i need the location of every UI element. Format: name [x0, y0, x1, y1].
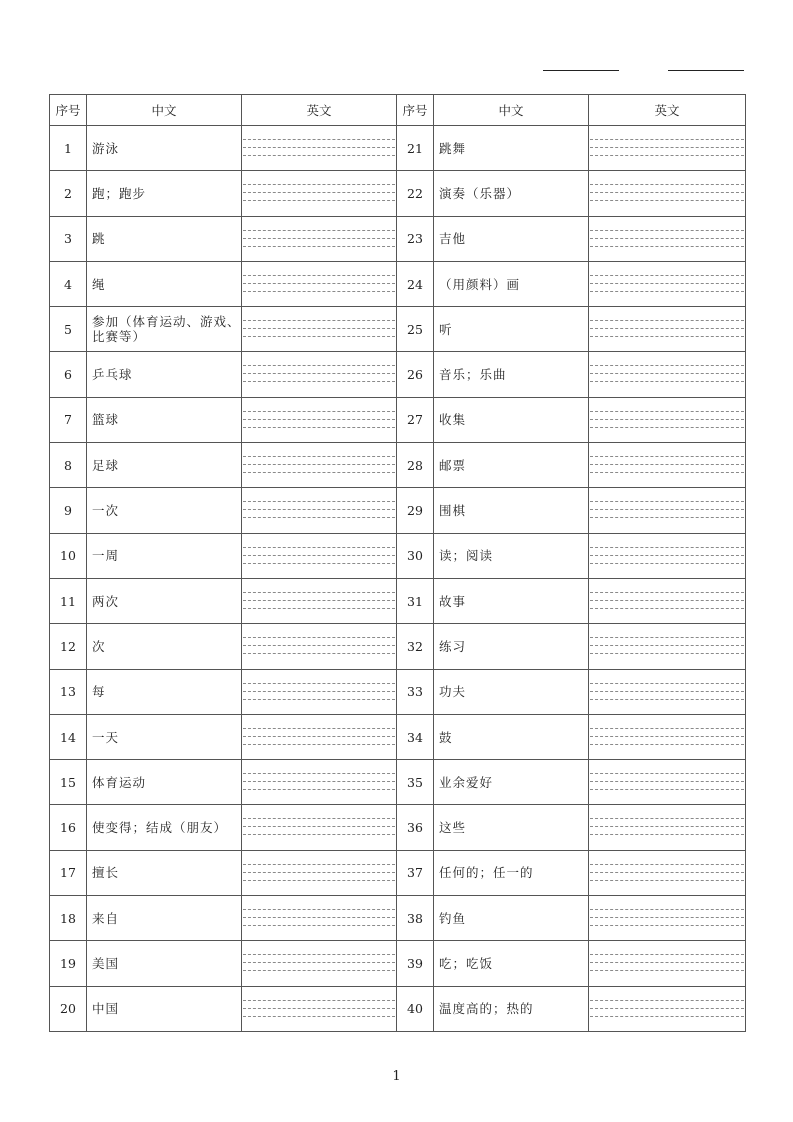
english-answer-field[interactable]	[242, 397, 397, 442]
name-blank-line	[543, 70, 619, 71]
writing-guide-line	[243, 381, 395, 382]
item-number: 6	[50, 352, 87, 397]
writing-guide-line	[590, 328, 744, 329]
chinese-term: 擅长	[87, 850, 242, 895]
item-number: 16	[50, 805, 87, 850]
chinese-term: 一天	[87, 714, 242, 759]
header-english: 英文	[242, 95, 397, 126]
writing-guide-line	[243, 320, 395, 321]
chinese-term: 绳	[87, 261, 242, 306]
item-number: 20	[50, 986, 87, 1031]
chinese-term: 故事	[434, 578, 589, 623]
item-number: 22	[397, 171, 434, 216]
table-row	[50, 941, 746, 986]
table-row	[50, 533, 746, 578]
item-number: 4	[50, 261, 87, 306]
writing-guide-line	[243, 781, 395, 782]
english-answer-field[interactable]	[242, 805, 397, 850]
item-number: 19	[50, 941, 87, 986]
table-row	[50, 760, 746, 805]
item-number: 24	[397, 261, 434, 306]
writing-guide-line	[590, 781, 744, 782]
item-number: 31	[397, 578, 434, 623]
english-answer-field[interactable]	[589, 171, 746, 216]
english-answer-field[interactable]	[589, 850, 746, 895]
writing-guide-line	[590, 699, 744, 700]
chinese-term: 吃；吃饭	[434, 941, 589, 986]
writing-guide-line	[590, 645, 744, 646]
writing-guide-line	[590, 472, 744, 473]
writing-guide-line	[243, 411, 395, 412]
table-row	[50, 624, 746, 669]
item-number: 3	[50, 216, 87, 261]
writing-guide-line	[243, 645, 395, 646]
writing-guide-line	[590, 789, 744, 790]
writing-guide-line	[590, 419, 744, 420]
table-row	[50, 261, 746, 306]
chinese-term: 两次	[87, 578, 242, 623]
english-answer-field[interactable]	[242, 986, 397, 1031]
writing-guide-line	[243, 555, 395, 556]
chinese-term: 体育运动	[87, 760, 242, 805]
english-answer-field[interactable]	[589, 760, 746, 805]
chinese-term: 鼓	[434, 714, 589, 759]
writing-guide-line	[590, 155, 744, 156]
writing-guide-line	[590, 427, 744, 428]
item-number: 29	[397, 488, 434, 533]
writing-guide-line	[243, 925, 395, 926]
english-answer-field[interactable]	[242, 578, 397, 623]
item-number: 27	[397, 397, 434, 442]
writing-guide-line	[243, 517, 395, 518]
writing-guide-line	[243, 637, 395, 638]
item-number: 2	[50, 171, 87, 216]
writing-guide-line	[590, 880, 744, 881]
chinese-term: 使变得；结成（朋友）	[87, 805, 242, 850]
chinese-term: 乒乓球	[87, 352, 242, 397]
chinese-term: 收集	[434, 397, 589, 442]
writing-guide-line	[590, 230, 744, 231]
writing-guide-line	[590, 517, 744, 518]
chinese-term: 足球	[87, 443, 242, 488]
item-number: 26	[397, 352, 434, 397]
chinese-term: 一周	[87, 533, 242, 578]
chinese-term: 任何的；任一的	[434, 850, 589, 895]
table-row	[50, 397, 746, 442]
english-answer-field[interactable]	[589, 896, 746, 941]
writing-guide-line	[590, 872, 744, 873]
writing-guide-line	[243, 744, 395, 745]
item-number: 7	[50, 397, 87, 442]
english-answer-field[interactable]	[242, 714, 397, 759]
writing-guide-line	[590, 411, 744, 412]
writing-guide-line	[590, 691, 744, 692]
writing-guide-line	[590, 184, 744, 185]
item-number: 18	[50, 896, 87, 941]
writing-guide-line	[590, 925, 744, 926]
writing-guide-line	[243, 373, 395, 374]
chinese-term: 跳	[87, 216, 242, 261]
english-answer-field[interactable]	[242, 352, 397, 397]
chinese-term: 游泳	[87, 126, 242, 171]
writing-guide-line	[243, 155, 395, 156]
item-number: 37	[397, 850, 434, 895]
writing-guide-line	[590, 509, 744, 510]
english-answer-field[interactable]	[242, 126, 397, 171]
chinese-term: 功夫	[434, 669, 589, 714]
writing-guide-line	[590, 1000, 744, 1001]
writing-guide-line	[590, 637, 744, 638]
english-answer-field[interactable]	[589, 578, 746, 623]
writing-guide-line	[243, 291, 395, 292]
item-number: 13	[50, 669, 87, 714]
chinese-term: 篮球	[87, 397, 242, 442]
writing-guide-line	[590, 954, 744, 955]
writing-guide-line	[243, 147, 395, 148]
chinese-term: 听	[434, 307, 589, 352]
writing-guide-line	[243, 472, 395, 473]
writing-guide-line	[590, 320, 744, 321]
english-answer-field[interactable]	[242, 533, 397, 578]
writing-guide-line	[590, 834, 744, 835]
writing-guide-line	[243, 653, 395, 654]
page-number: 1	[392, 1069, 401, 1084]
chinese-term: 围棋	[434, 488, 589, 533]
table-row	[50, 850, 746, 895]
chinese-term: 温度高的；热的	[434, 986, 589, 1031]
item-number: 15	[50, 760, 87, 805]
table-row	[50, 443, 746, 488]
writing-guide-line	[243, 789, 395, 790]
chinese-term: 中国	[87, 986, 242, 1031]
writing-guide-line	[243, 909, 395, 910]
english-answer-field[interactable]	[242, 896, 397, 941]
writing-guide-line	[243, 547, 395, 548]
writing-guide-line	[243, 917, 395, 918]
writing-guide-line	[590, 909, 744, 910]
writing-guide-line	[243, 818, 395, 819]
writing-guide-line	[590, 818, 744, 819]
writing-guide-line	[243, 456, 395, 457]
writing-guide-line	[243, 683, 395, 684]
english-answer-field[interactable]	[589, 443, 746, 488]
writing-guide-line	[243, 773, 395, 774]
writing-guide-line	[243, 200, 395, 201]
table-row	[50, 896, 746, 941]
writing-guide-line	[590, 592, 744, 593]
writing-guide-line	[590, 962, 744, 963]
item-number: 5	[50, 307, 87, 352]
table-row	[50, 805, 746, 850]
writing-guide-line	[243, 464, 395, 465]
writing-guide-line	[243, 728, 395, 729]
english-answer-field[interactable]	[589, 805, 746, 850]
item-number: 8	[50, 443, 87, 488]
item-number: 30	[397, 533, 434, 578]
chinese-term: 来自	[87, 896, 242, 941]
english-answer-field[interactable]	[242, 171, 397, 216]
writing-guide-line	[243, 592, 395, 593]
chinese-term: 参加（体育运动、游戏、比赛等）	[87, 307, 242, 352]
english-answer-field[interactable]	[242, 216, 397, 261]
writing-guide-line	[243, 608, 395, 609]
writing-guide-line	[243, 427, 395, 428]
table-row	[50, 714, 746, 759]
chinese-term: 吉他	[434, 216, 589, 261]
english-answer-field[interactable]	[589, 261, 746, 306]
writing-guide-line	[590, 275, 744, 276]
table-row	[50, 171, 746, 216]
english-answer-field[interactable]	[589, 941, 746, 986]
writing-guide-line	[590, 736, 744, 737]
writing-guide-line	[243, 509, 395, 510]
writing-guide-line	[243, 880, 395, 881]
writing-guide-line	[590, 246, 744, 247]
item-number: 23	[397, 216, 434, 261]
writing-guide-line	[243, 563, 395, 564]
chinese-term: 跑；跑步	[87, 171, 242, 216]
english-answer-field[interactable]	[242, 624, 397, 669]
chinese-term: 练习	[434, 624, 589, 669]
writing-guide-line	[590, 147, 744, 148]
english-answer-field[interactable]	[589, 352, 746, 397]
item-number: 17	[50, 850, 87, 895]
writing-guide-line	[243, 872, 395, 873]
writing-guide-line	[243, 954, 395, 955]
writing-guide-line	[243, 192, 395, 193]
chinese-term: 钓鱼	[434, 896, 589, 941]
writing-guide-line	[590, 547, 744, 548]
english-answer-field[interactable]	[242, 941, 397, 986]
english-answer-field[interactable]	[589, 126, 746, 171]
english-answer-field[interactable]	[589, 986, 746, 1031]
item-number: 34	[397, 714, 434, 759]
writing-guide-line	[590, 336, 744, 337]
chinese-term: 跳舞	[434, 126, 589, 171]
writing-guide-line	[243, 962, 395, 963]
english-answer-field[interactable]	[242, 669, 397, 714]
writing-guide-line	[243, 826, 395, 827]
writing-guide-line	[590, 464, 744, 465]
writing-guide-line	[590, 283, 744, 284]
header-chinese: 中文	[87, 95, 242, 126]
writing-guide-line	[590, 683, 744, 684]
table-row	[50, 669, 746, 714]
writing-guide-line	[243, 336, 395, 337]
writing-guide-line	[243, 736, 395, 737]
item-number: 35	[397, 760, 434, 805]
writing-guide-line	[590, 970, 744, 971]
writing-guide-line	[590, 291, 744, 292]
item-number: 25	[397, 307, 434, 352]
item-number: 12	[50, 624, 87, 669]
chinese-term: （用颜料）画	[434, 261, 589, 306]
chinese-term: 邮票	[434, 443, 589, 488]
writing-guide-line	[243, 238, 395, 239]
english-answer-field[interactable]	[589, 216, 746, 261]
writing-guide-line	[590, 555, 744, 556]
writing-guide-line	[243, 275, 395, 276]
writing-guide-line	[243, 184, 395, 185]
english-answer-field[interactable]	[589, 669, 746, 714]
chinese-term: 这些	[434, 805, 589, 850]
writing-guide-line	[590, 1008, 744, 1009]
writing-guide-line	[590, 200, 744, 201]
writing-guide-line	[243, 365, 395, 366]
header-english: 英文	[589, 95, 746, 126]
writing-guide-line	[590, 563, 744, 564]
item-number: 28	[397, 443, 434, 488]
writing-guide-line	[243, 1000, 395, 1001]
english-answer-field[interactable]	[242, 488, 397, 533]
table-row	[50, 307, 746, 352]
chinese-term: 音乐；乐曲	[434, 352, 589, 397]
english-answer-field[interactable]	[589, 307, 746, 352]
writing-guide-line	[243, 834, 395, 835]
header-number: 序号	[50, 95, 87, 126]
english-answer-field[interactable]	[589, 624, 746, 669]
table-header-row	[50, 95, 746, 126]
writing-guide-line	[590, 744, 744, 745]
writing-guide-line	[243, 699, 395, 700]
writing-guide-line	[243, 419, 395, 420]
chinese-term: 次	[87, 624, 242, 669]
writing-guide-line	[590, 864, 744, 865]
item-number: 10	[50, 533, 87, 578]
writing-guide-line	[590, 728, 744, 729]
table-row	[50, 216, 746, 261]
writing-guide-line	[243, 230, 395, 231]
writing-guide-line	[243, 501, 395, 502]
english-answer-field[interactable]	[242, 443, 397, 488]
table-row	[50, 578, 746, 623]
item-number: 40	[397, 986, 434, 1031]
writing-guide-line	[243, 139, 395, 140]
header-chinese: 中文	[434, 95, 589, 126]
chinese-term: 读；阅读	[434, 533, 589, 578]
chinese-term: 一次	[87, 488, 242, 533]
english-answer-field[interactable]	[242, 307, 397, 352]
item-number: 14	[50, 714, 87, 759]
chinese-term: 美国	[87, 941, 242, 986]
english-answer-field[interactable]	[242, 261, 397, 306]
english-answer-field[interactable]	[589, 488, 746, 533]
chinese-term: 每	[87, 669, 242, 714]
writing-guide-line	[590, 456, 744, 457]
writing-guide-line	[590, 365, 744, 366]
writing-guide-line	[590, 1016, 744, 1017]
english-answer-field[interactable]	[589, 533, 746, 578]
writing-guide-line	[590, 139, 744, 140]
writing-guide-line	[243, 283, 395, 284]
english-answer-field[interactable]	[589, 714, 746, 759]
writing-guide-line	[590, 238, 744, 239]
item-number: 38	[397, 896, 434, 941]
writing-guide-line	[590, 608, 744, 609]
writing-guide-line	[590, 501, 744, 502]
item-number: 33	[397, 669, 434, 714]
score-blank-line	[668, 70, 744, 71]
writing-guide-line	[243, 246, 395, 247]
writing-guide-line	[590, 917, 744, 918]
chinese-term: 业余爱好	[434, 760, 589, 805]
english-answer-field[interactable]	[242, 760, 397, 805]
vocabulary-table	[49, 94, 746, 1032]
chinese-term: 演奏（乐器）	[434, 171, 589, 216]
writing-guide-line	[590, 192, 744, 193]
item-number: 21	[397, 126, 434, 171]
table-row	[50, 352, 746, 397]
english-answer-field[interactable]	[589, 397, 746, 442]
writing-guide-line	[590, 381, 744, 382]
writing-guide-line	[590, 653, 744, 654]
item-number: 39	[397, 941, 434, 986]
table-row	[50, 126, 746, 171]
writing-guide-line	[243, 1016, 395, 1017]
table-row	[50, 488, 746, 533]
item-number: 11	[50, 578, 87, 623]
writing-guide-line	[243, 970, 395, 971]
writing-guide-line	[590, 826, 744, 827]
english-answer-field[interactable]	[242, 850, 397, 895]
item-number: 32	[397, 624, 434, 669]
writing-guide-line	[590, 773, 744, 774]
item-number: 1	[50, 126, 87, 171]
item-number: 36	[397, 805, 434, 850]
writing-guide-line	[243, 691, 395, 692]
header-number: 序号	[397, 95, 434, 126]
writing-guide-line	[243, 600, 395, 601]
item-number: 9	[50, 488, 87, 533]
writing-guide-line	[590, 600, 744, 601]
writing-guide-line	[590, 373, 744, 374]
writing-guide-line	[243, 864, 395, 865]
table-row	[50, 986, 746, 1031]
writing-guide-line	[243, 328, 395, 329]
writing-guide-line	[243, 1008, 395, 1009]
